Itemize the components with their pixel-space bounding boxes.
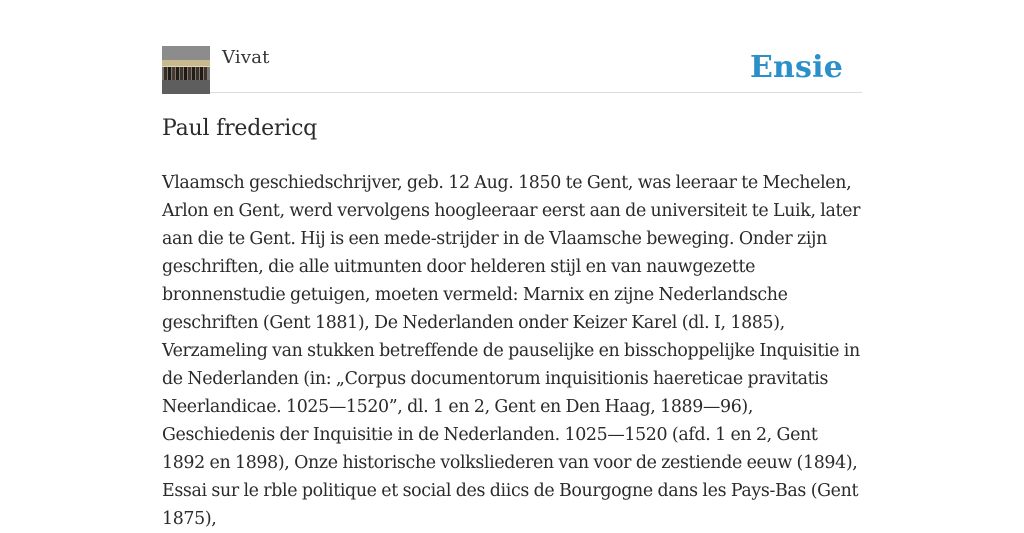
source-name[interactable]: Vivat [222, 47, 270, 68]
brand-logo[interactable]: Ensie [749, 50, 843, 85]
book-spines-avatar-icon[interactable] [162, 46, 210, 94]
article-header [162, 46, 862, 93]
page-title: Paul fredericq [162, 116, 318, 141]
article-body: Vlaamsch geschiedschrijver, geb. 12 Aug. 1850 te Gent, was leeraar te Mechelen, Arlon en Gent, werd vervolgens hoogleeraar eerst aan de universiteit te Luik, later aan die te Gent. Hij is een mede-strijder in de Vlaamsche beweging. Onder zijn geschriften, die alle uitmunten door helderen stijl en van nauwgezette bronnenstudie getuigen, moeten vermeld: Marnix en zijne Nederlandsche geschriften (Gent 1881), De Nederlanden onder Keizer Karel (dl. I, 1885), Verzameling van stukken betreffende de pauselijke en bisschoppelijke Inquisitie in de Nederlanden (in: „Corpus documentorum inquisitionis haereticae pravitatis Neerlandicae. 1025—1520”, dl. 1 en 2, Gent en Den Haag, 1889—96), Geschiedenis der Inquisitie in de Nederlanden. 1025—1520 (afd. 1 en 2, Gent 1892 en 1898), Onze historische volksliederen van voor de zestiende eeuw (1894), Essai sur le rble politique et social des diics de Bourgogne dans les Pays-Bas (Gent 1875), [162, 173, 861, 529]
